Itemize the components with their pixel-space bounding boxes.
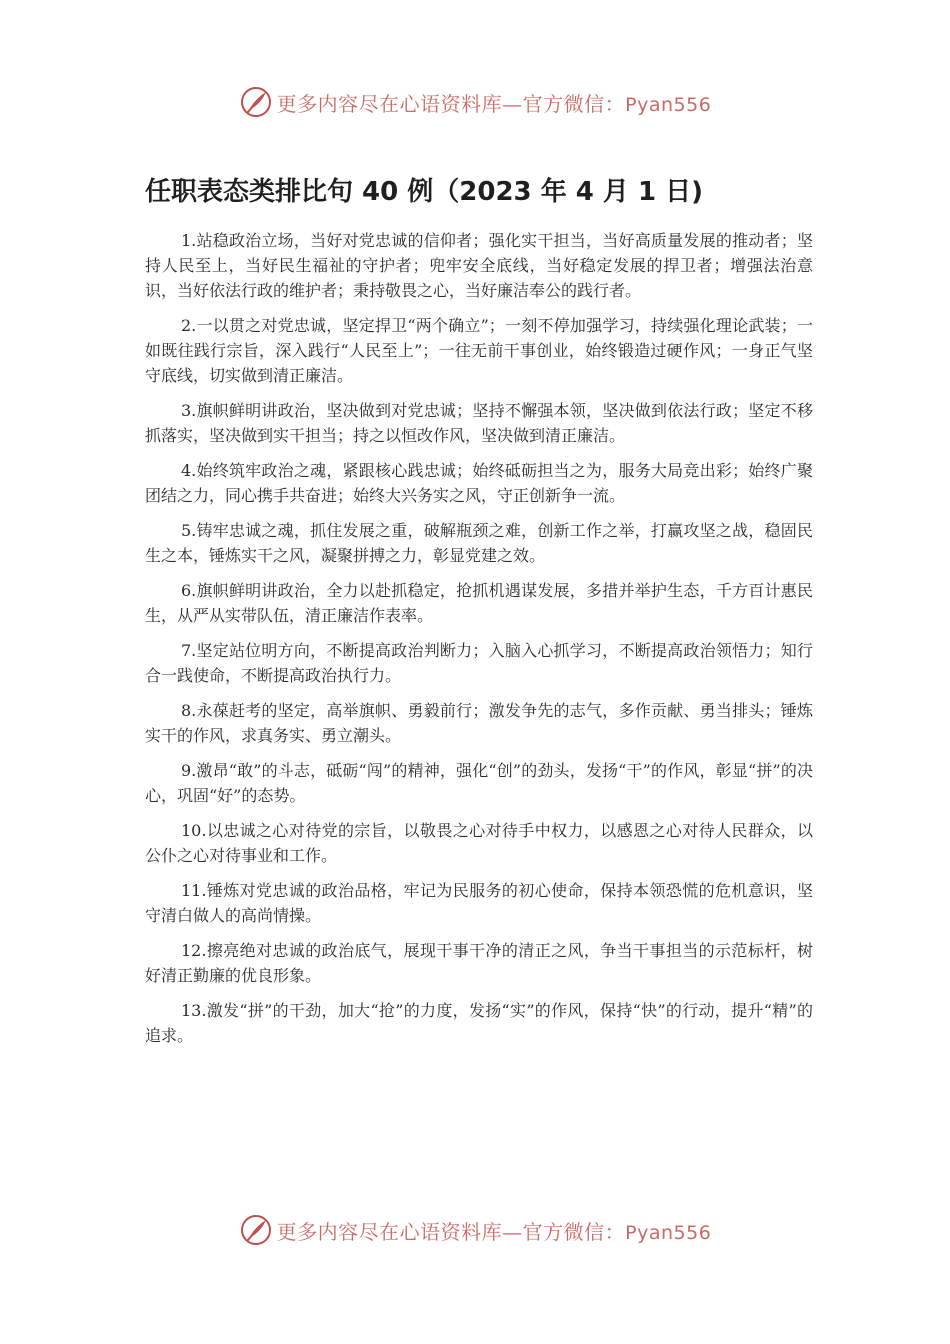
paragraph-9: 9.激昂“敢”的斗志，砥砺“闯”的精神，强化“创”的劲头，发扬“干”的作风，彰显“拼”的决心，巩固“好”的态势。: [145, 761, 813, 805]
paragraph-3: 3.旗帜鲜明讲政治，坚决做到对党忠诚；坚持不懈强本领，坚决做到依法行政；坚定不移抓落实，坚决做到实干担当；持之以恒改作风，坚决做到清正廉洁。: [145, 401, 813, 445]
quill-logo-icon: [239, 1213, 273, 1247]
watermark-text: 更多内容尽在心语资料库—官方微信：Pyan556: [276, 1219, 712, 1244]
header-watermark-banner: [0, 82, 950, 122]
paragraph-12: 12.擦亮绝对忠诚的政治底气，展现干事干净的清正之风，争当干事担当的示范标杆，树好清正勤廉的优良形象。: [145, 941, 813, 985]
document-body: [145, 228, 813, 1058]
paragraph-2: 2.一以贯之对党忠诚，坚定捍卫“两个确立”；一刻不停加强学习，持续强化理论武装；一如既往践行宗旨，深入践行“人民至上”；一往无前干事创业，始终锻造过硬作风；一身正气坚守底线，切实做到清正廉洁。: [145, 316, 813, 385]
paragraph-13: 13.激发“拼”的干劲，加大“抢”的力度，发扬“实”的作风，保持“快”的行动，提升“精”的追求。: [145, 1001, 813, 1045]
paragraph-5: 5.铸牢忠诚之魂，抓住发展之重，破解瓶颈之难，创新工作之举，打赢攻坚之战，稳固民生之本，锤炼实干之风，凝聚拼搏之力，彰显党建之效。: [145, 521, 813, 565]
paragraph-6: 6.旗帜鲜明讲政治，全力以赴抓稳定，抢抓机遇谋发展，多措并举护生态，千方百计惠民生，从严从实带队伍，清正廉洁作表率。: [145, 581, 813, 625]
paragraph-1: 1.站稳政治立场，当好对党忠诚的信仰者；强化实干担当，当好高质量发展的推动者；坚持人民至上，当好民生福祉的守护者；兜牢安全底线，当好稳定发展的捍卫者；增强法治意识，当好依法行政的维护者；秉持敬畏之心，当好廉洁奉公的践行者。: [145, 231, 813, 300]
page-title: 任职表态类排比句 40 例（2023 年 4 月 1 日): [145, 177, 703, 207]
quill-logo-icon: [239, 85, 273, 119]
paragraph-10: 10.以忠诚之心对待党的宗旨，以敬畏之心对待手中权力，以感恩之心对待人民群众，以公仆之心对待事业和工作。: [145, 821, 813, 865]
paragraph-8: 8.永葆赶考的坚定，高举旗帜、勇毅前行；激发争先的志气，多作贡献、勇当排头；锤炼实干的作风，求真务实、勇立潮头。: [145, 701, 813, 745]
paragraph-11: 11.锤炼对党忠诚的政治品格，牢记为民服务的初心使命，保持本领恐慌的危机意识，坚守清白做人的高尚情操。: [145, 881, 813, 925]
footer-watermark-banner: [0, 1210, 950, 1250]
watermark-text: 更多内容尽在心语资料库—官方微信：Pyan556: [276, 91, 712, 116]
paragraph-7: 7.坚定站位明方向，不断提高政治判断力；入脑入心抓学习，不断提高政治领悟力；知行合一践使命，不断提高政治执行力。: [145, 641, 813, 685]
paragraph-4: 4.始终筑牢政治之魂，紧跟核心践忠诚；始终砥砺担当之为，服务大局竞出彩；始终广聚团结之力，同心携手共奋进；始终大兴务实之风，守正创新争一流。: [145, 461, 813, 505]
